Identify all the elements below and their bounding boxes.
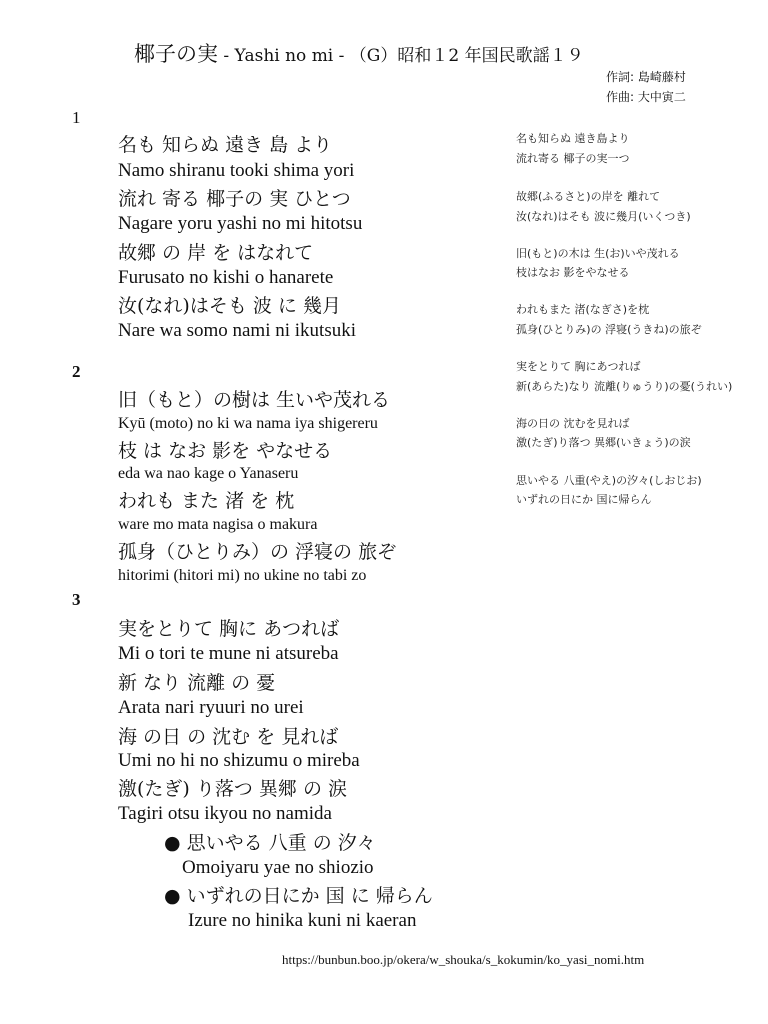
lyric-line-romaji: eda wa nao kage o Yanaseru	[118, 465, 299, 482]
lyric-line-jp: 実をとりて 胸に あつれば	[118, 618, 340, 640]
verse-number: 2	[72, 362, 81, 381]
sidebar-line: 流れ寄る 椰子の実一つ	[516, 152, 630, 165]
lyric-line-romaji: Kyū (moto) no ki wa nama iya shigereru	[118, 415, 378, 432]
sidebar-line: 故郷(ふるさと)の岸を 離れて	[516, 190, 661, 203]
lyric-line-jp: ● いずれの日にか 国 に 帰らん	[164, 885, 433, 907]
sidebar-line: 名も知らぬ 遠き島より	[516, 132, 630, 145]
sidebar-line: われもまた 渚(なぎさ)を枕	[516, 303, 650, 316]
sidebar-line: 実をとりて 胸にあつれば	[516, 360, 641, 373]
composer-credit: 作曲: 大中寅二	[606, 90, 686, 104]
sidebar-line: いずれの日にか 国に帰らん	[516, 493, 652, 506]
lyric-line-romaji: Arata nari ryuuri no urei	[118, 697, 304, 718]
lyric-line-jp: 汝(なれ)はそも 波 に 幾月	[118, 295, 341, 317]
sidebar-line: 孤身(ひとりみ)の 浮寝(うきね)の旅ぞ	[516, 323, 702, 336]
lyric-line-jp: 故郷 の 岸 を はなれて	[118, 242, 314, 264]
lyric-line-romaji: Tagiri otsu ikyou no namida	[118, 803, 332, 824]
lyric-line-romaji: Mi o tori te mune ni atsureba	[118, 643, 339, 664]
lyric-line-jp: 枝 は なお 影を やなせる	[118, 440, 333, 462]
sidebar-line: 枝はなお 影をやなせる	[516, 266, 630, 279]
sidebar-line: 新(あらた)なり 流離(りゅうり)の憂(うれい)	[516, 380, 733, 393]
lyric-line-jp: 旧（もと）の樹は 生いや茂れる	[118, 389, 391, 411]
sidebar-line: 激(たぎ)り落つ 異郷(いきょう)の涙	[516, 436, 691, 449]
verse-number: 3	[72, 590, 81, 609]
source-url: https://bunbun.boo.jp/okera/w_shouka/s_kokumin/ko_yasi_nomi.htm	[282, 952, 645, 967]
sidebar-line: 汝(なれ)はそも 波に幾月(いくつき)	[516, 210, 691, 223]
lyric-line-romaji: ware mo mata nagisa o makura	[118, 516, 318, 533]
lyric-line-romaji: Umi no hi no shizumu o mireba	[118, 750, 360, 771]
lyric-line-romaji: Nagare yoru yashi no mi hitotsu	[118, 213, 363, 234]
lyric-line-jp: 激(たぎ) り落つ 異郷 の 涙	[118, 778, 347, 800]
lyric-line-jp: 名も 知らぬ 遠き 島 より	[118, 134, 333, 156]
title-japanese: 椰子の実	[134, 42, 218, 66]
verse-number: 1	[72, 108, 81, 127]
sidebar-line: 思いやる 八重(やえ)の汐々(しおじお)	[516, 474, 702, 487]
lyric-line-romaji: Omoiyaru yae no shiozio	[182, 857, 374, 878]
lyric-line-romaji: Namo shiranu tooki shima yori	[118, 160, 355, 181]
lyric-line-jp: 孤身（ひとりみ）の 浮寝の 旅ぞ	[118, 541, 397, 563]
lyric-line-romaji: hitorimi (hitori mi) no ukine no tabi zo	[118, 567, 367, 584]
lyric-line-jp: 海 の日 の 沈む を 見れば	[118, 726, 339, 748]
lyric-line-jp: ● 思いやる 八重 の 汐々	[164, 832, 376, 854]
lyricist-credit: 作詞: 島崎藤村	[606, 70, 686, 84]
lyric-line-romaji: Nare wa somo nami ni ikutsuki	[118, 320, 356, 341]
sidebar-line: 旧(もと)の木は 生(お)いや茂れる	[516, 247, 680, 260]
lyric-line-romaji: Izure no hinika kuni ni kaeran	[188, 910, 417, 931]
lyric-line-jp: 新 なり 流離 の 憂	[118, 672, 276, 694]
lyric-line-jp: われも また 渚 を 枕	[118, 490, 295, 512]
lyric-line-jp: 流れ 寄る 椰子の 実 ひとつ	[118, 188, 351, 210]
title-subtitle: - Yashi no mi - （G）昭和１2 年国民歌謡１９	[218, 46, 584, 66]
lyric-line-romaji: Furusato no kishi o hanarete	[118, 267, 334, 288]
sidebar-line: 海の日の 沈むを見れば	[516, 417, 630, 430]
page-title	[134, 38, 584, 68]
